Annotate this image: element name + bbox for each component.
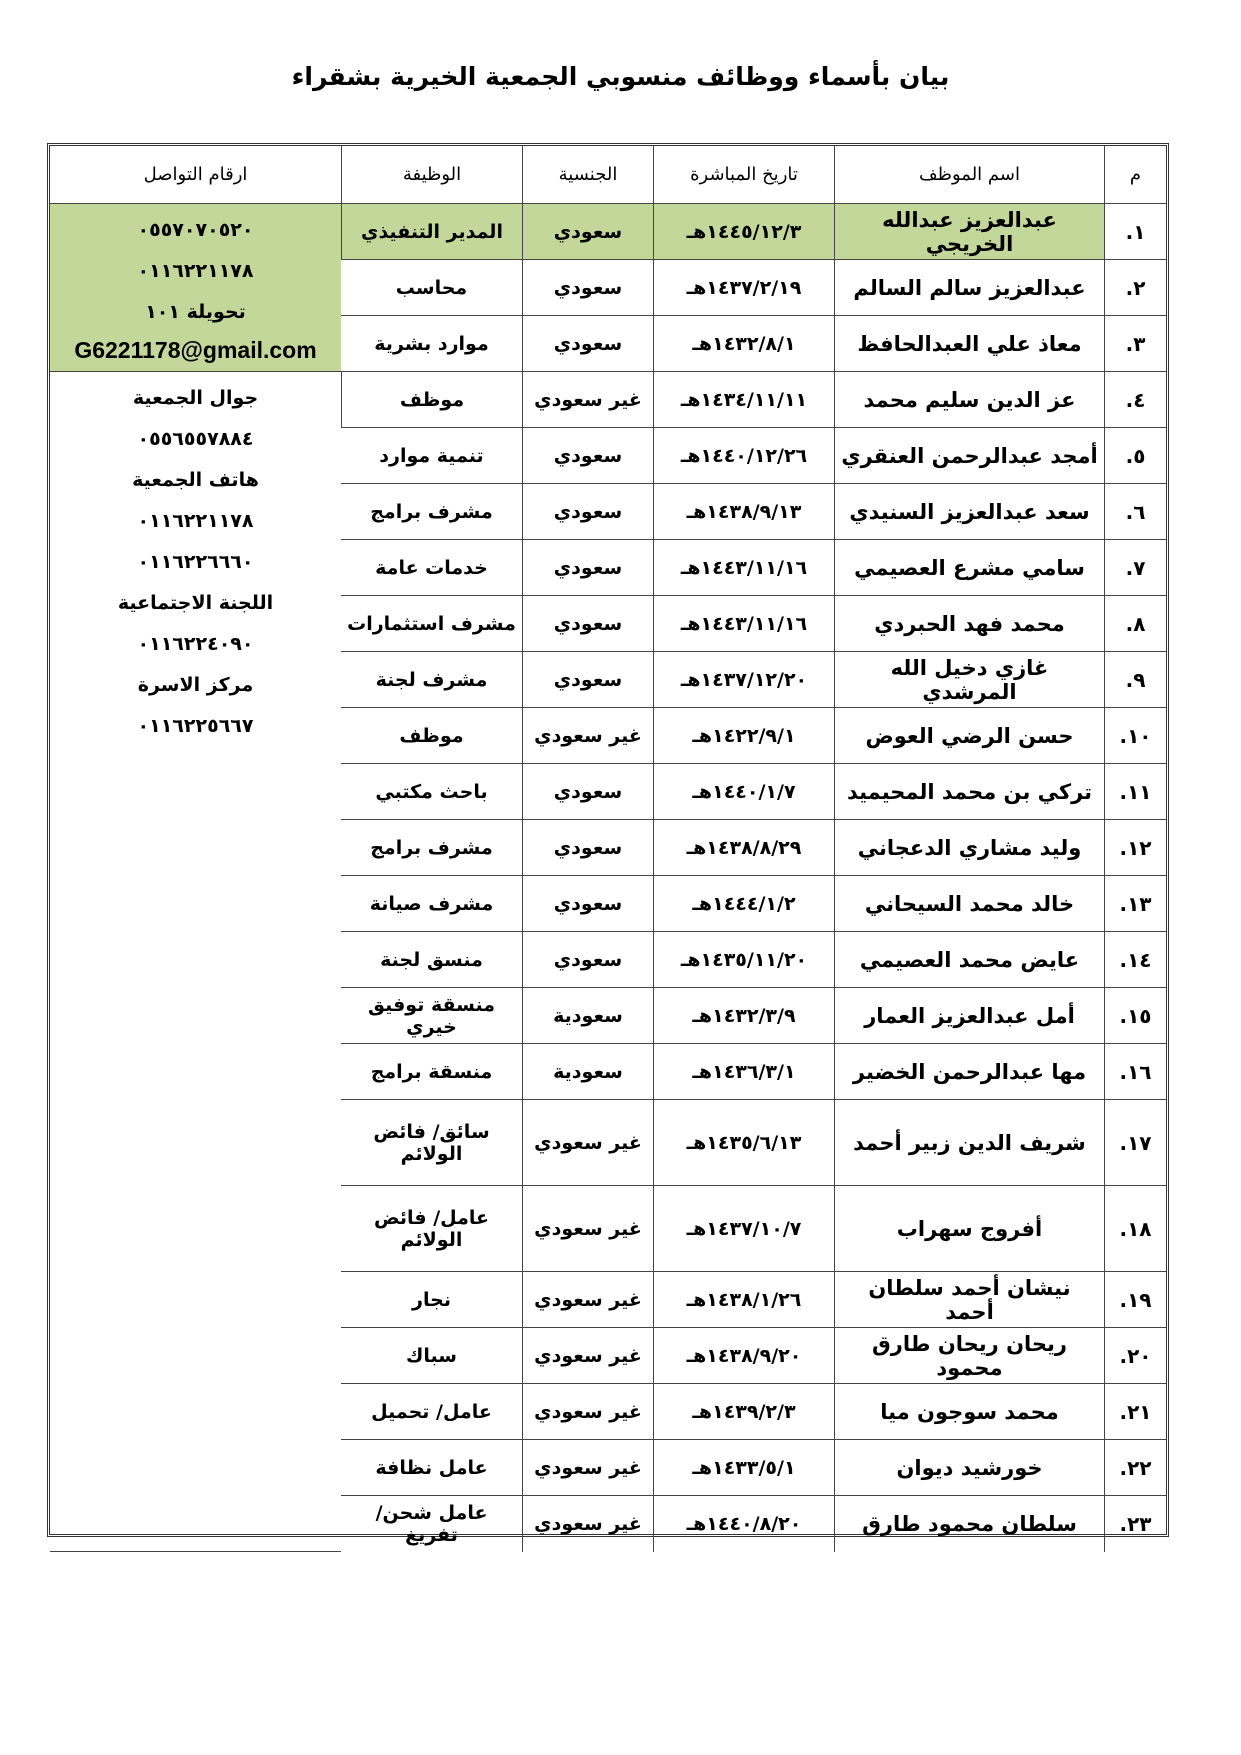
contact-email[interactable]: G6221178@gmail.com [74,337,317,363]
table-body [50,204,1166,1552]
employee-name-cell: وليد مشاري الدعجاني [834,820,1104,876]
nationality-cell: سعودية [522,988,653,1044]
employee-name-cell: عبدالعزيز سالم السالم [834,260,1104,316]
header-date: تاريخ المباشرة [653,146,834,204]
nationality-cell: سعودي [522,820,653,876]
row-number-cell: ٢. [1104,260,1166,316]
row-number-cell: ١٦. [1104,1044,1166,1100]
row-number-cell: ١٥. [1104,988,1166,1044]
employee-name-cell: سلطان محمود طارق [834,1496,1104,1552]
nationality-cell: سعودي [522,652,653,708]
start-date-cell: ١٤٣٨/٩/١٣هـ [653,484,834,540]
job-title-cell: موظف [341,708,522,764]
contact-line: ٠١١٦٢٢٥٦٦٧ [137,715,254,737]
nationality-cell: سعودية [522,1044,653,1100]
job-title-cell: خدمات عامة [341,540,522,596]
job-title-cell: عامل/ فائض الولائم [341,1186,522,1272]
start-date-cell: ١٤٣٢/٨/١هـ [653,316,834,372]
start-date-cell: ١٤٤٠/١٢/٢٦هـ [653,428,834,484]
employee-name-cell: أمجد عبدالرحمن العنقري [834,428,1104,484]
row-number-cell: ٢١. [1104,1384,1166,1440]
employee-name-cell: نيشان أحمد سلطان أحمد [834,1272,1104,1328]
contact-line: ٠١١٦٢٢١١٧٨ [137,510,254,532]
employee-name-cell: خالد محمد السيحاني [834,876,1104,932]
contact-line: ٠١١٦٢٢٦٦٦٠ [137,551,254,573]
employee-name-cell: أمل عبدالعزيز العمار [834,988,1104,1044]
start-date-cell: ١٤٣٢/٣/٩هـ [653,988,834,1044]
job-title-cell: تنمية موارد [341,428,522,484]
employee-name-cell: خورشيد ديوان [834,1440,1104,1496]
job-title-cell: منسقة برامج [341,1044,522,1100]
employee-name-cell: حسن الرضي العوض [834,708,1104,764]
job-title-cell: منسقة توفيق خيري [341,988,522,1044]
row-number-cell: ٧. [1104,540,1166,596]
employee-name-cell: شريف الدين زبير أحمد [834,1100,1104,1186]
header-num: م [1104,146,1166,204]
nationality-cell: سعودي [522,484,653,540]
job-title-cell: سباك [341,1328,522,1384]
staff-table-wrapper [47,143,1169,1546]
row-number-cell: ٣. [1104,316,1166,372]
contact-block-bottom [50,372,341,1552]
header-nationality: الجنسية [522,146,653,204]
job-title-cell: مشرف برامج [341,820,522,876]
nationality-cell: سعودي [522,932,653,988]
row-number-cell: ٨. [1104,596,1166,652]
contact-line: اللجنة الاجتماعية [117,592,274,614]
start-date-cell: ١٤٣٦/٣/١هـ [653,1044,834,1100]
employee-name-cell: غازي دخيل الله المرشدي [834,652,1104,708]
header-contact: ارقام التواصل [50,146,341,204]
row-number-cell: ١١. [1104,764,1166,820]
row-number-cell: ٤. [1104,372,1166,428]
job-title-cell: عامل شحن/ تفريغ [375,1502,488,1546]
table-row [50,204,1166,260]
nationality-cell: غير سعودي [522,1186,653,1272]
job-title-cell: المدير التنفيذي [341,204,522,260]
row-number-cell: ١. [1104,204,1166,260]
nationality-cell: سعودي [522,596,653,652]
job-title-cell: منسق لجنة [341,932,522,988]
contact-block-top [50,204,341,372]
job-title-cell: مشرف صيانة [341,876,522,932]
row-number-cell: ٢٠. [1104,1328,1166,1384]
start-date-cell: ١٤٤٠/٨/٢٠هـ [653,1496,834,1552]
job-title-cell: موارد بشرية [341,316,522,372]
job-title-cell: باحث مكتبي [341,764,522,820]
contact-line: ٠١١٦٢٢٤٠٩٠ [137,633,254,655]
row-number-cell: ١٠. [1104,708,1166,764]
contact-line: ٠١١٦٢٢١١٧٨ [137,260,254,282]
row-number-cell: ١٨. [1104,1186,1166,1272]
job-title-cell: موظف [341,372,522,428]
staff-table [50,146,1166,1552]
contact-line: ٠٥٥٧٠٧٠٥٢٠ [137,219,254,241]
nationality-cell: غير سعودي [522,1440,653,1496]
nationality-cell: سعودي [522,260,653,316]
start-date-cell: ١٤٣٧/٢/١٩هـ [653,260,834,316]
job-title-cell: محاسب [341,260,522,316]
job-title-cell: عامل نظافة [341,1440,522,1496]
row-number-cell: ٥. [1104,428,1166,484]
job-title-cell: مشرف لجنة [341,652,522,708]
job-title-cell: سائق/ فائض الولائم [341,1100,522,1186]
nationality-cell: سعودي [522,540,653,596]
start-date-cell: ١٤٣٥/١١/٢٠هـ [653,932,834,988]
employee-name-cell: ريحان ريحان طارق محمود [834,1328,1104,1384]
nationality-cell: سعودي [522,204,653,260]
start-date-cell: ١٤٣٨/١/٢٦هـ [653,1272,834,1328]
nationality-cell: غير سعودي [522,1100,653,1186]
employee-name-cell: تركي بن محمد المحيميد [834,764,1104,820]
table-row [50,372,1166,428]
job-title-cell: عامل/ تحميل [341,1384,522,1440]
start-date-cell: ١٤٣٩/٢/٣هـ [653,1384,834,1440]
page-title: بيان بأسماء ووظائف منسوبي الجمعية الخيرية بشقراء [291,62,950,91]
header-name: اسم الموظف [834,146,1104,204]
row-number-cell: ١٩. [1104,1272,1166,1328]
row-number-cell: ٢٢. [1104,1440,1166,1496]
start-date-cell: ١٤٢٢/٩/١هـ [653,708,834,764]
employee-name-cell: عز الدين سليم محمد [834,372,1104,428]
start-date-cell: ١٤٣٧/١٢/٢٠هـ [653,652,834,708]
employee-name-cell: محمد سوجون ميا [834,1384,1104,1440]
start-date-cell: ١٤٤٤/١/٢هـ [653,876,834,932]
job-title-cell: نجار [341,1272,522,1328]
row-number-cell: ١٢. [1104,820,1166,876]
nationality-cell: غير سعودي [522,1496,653,1552]
nationality-cell: غير سعودي [522,708,653,764]
start-date-cell: ١٤٤٥/١٢/٣هـ [653,204,834,260]
contact-line: هاتف الجمعية [132,469,259,491]
contact-line: مركز الاسرة [137,674,254,696]
start-date-cell: ١٤٣٤/١١/١١هـ [653,372,834,428]
row-number-cell: ١٤. [1104,932,1166,988]
nationality-cell: غير سعودي [522,1328,653,1384]
contact-line: تحويلة ١٠١ [145,301,246,323]
nationality-cell: سعودي [522,876,653,932]
employee-name-cell: مها عبدالرحمن الخضير [834,1044,1104,1100]
start-date-cell: ١٤٤٠/١/٧هـ [653,764,834,820]
employee-name-cell: عايض محمد العصيمي [834,932,1104,988]
employee-name-cell: معاذ علي العبدالحافظ [834,316,1104,372]
employee-name-cell: سعد عبدالعزيز السنيدي [834,484,1104,540]
employee-name-cell: سامي مشرع العصيمي [834,540,1104,596]
start-date-cell: ١٤٣٨/٩/٢٠هـ [653,1328,834,1384]
header-job: الوظيفة [341,146,522,204]
employee-name-cell: أفروج سهراب [834,1186,1104,1272]
job-title-cell: مشرف برامج [341,484,522,540]
employee-name-cell: محمد فهد الحبردي [834,596,1104,652]
nationality-cell: غير سعودي [522,1272,653,1328]
nationality-cell: سعودي [522,316,653,372]
start-date-cell: ١٤٣٨/٨/٢٩هـ [653,820,834,876]
employee-name-cell: عبدالعزيز عبدالله الخريجي [834,204,1104,260]
row-number-cell: ١٣. [1104,876,1166,932]
row-number-cell: ٩. [1104,652,1166,708]
job-title-cell: مشرف استثمارات [341,596,522,652]
row-number-cell: ١٧. [1104,1100,1166,1186]
start-date-cell: ١٤٣٧/١٠/٧هـ [653,1186,834,1272]
row-number-cell: ٦. [1104,484,1166,540]
nationality-cell: غير سعودي [522,372,653,428]
nationality-cell: غير سعودي [522,1384,653,1440]
start-date-cell: ١٤٤٣/١١/١٦هـ [653,596,834,652]
table-header-row [50,146,1166,204]
start-date-cell: ١٤٣٥/٦/١٣هـ [653,1100,834,1186]
contact-line: جوال الجمعية [132,387,259,409]
nationality-cell: سعودي [522,428,653,484]
row-number-cell: ٢٣. [1104,1496,1166,1552]
nationality-cell: سعودي [522,764,653,820]
start-date-cell: ١٤٣٣/٥/١هـ [653,1440,834,1496]
contact-line: ٠٥٥٦٥٥٧٨٨٤ [137,428,254,450]
start-date-cell: ١٤٤٣/١١/١٦هـ [653,540,834,596]
